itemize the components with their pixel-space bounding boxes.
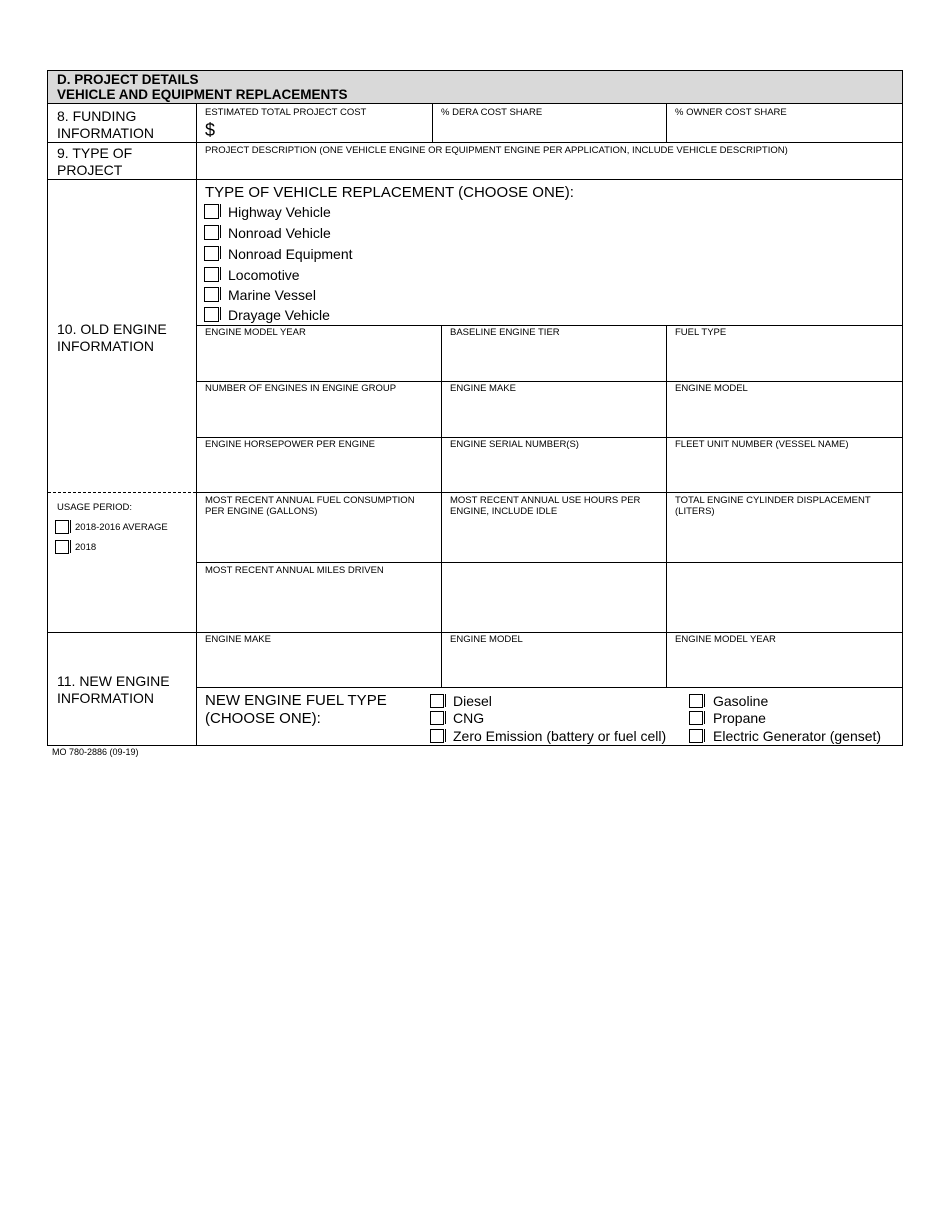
old-engine-model-label: ENGINE MODEL: [675, 383, 748, 394]
checkbox[interactable]: [430, 694, 444, 708]
old-engine-model-field[interactable]: [667, 382, 902, 437]
old-engine-label: 10. OLD ENGINE INFORMATION: [57, 321, 167, 354]
checkbox[interactable]: [689, 729, 703, 743]
option-label: 2018: [75, 542, 97, 553]
engine-model-year-field[interactable]: [197, 326, 441, 381]
checkbox[interactable]: [204, 267, 219, 282]
checkbox[interactable]: [55, 540, 69, 554]
option-label: 2018-2016 AVERAGE: [75, 522, 168, 533]
project-type-label: 9. TYPE OF PROJECT: [57, 145, 133, 178]
checkbox[interactable]: [430, 729, 444, 743]
checkbox[interactable]: [204, 307, 219, 322]
vehicle-replacement-option[interactable]: [204, 306, 404, 325]
baseline-engine-tier-label: BASELINE ENGINE TIER: [450, 327, 560, 338]
engine-serial-number-field[interactable]: [442, 438, 666, 492]
annual-miles-driven-field[interactable]: [197, 563, 441, 632]
new-engine-label: 11. NEW ENGINE INFORMATION: [57, 673, 170, 706]
estimated-total-cost-field[interactable]: [197, 104, 432, 142]
option-label: Gasoline: [713, 693, 769, 709]
new-engine-make-field[interactable]: [197, 633, 441, 687]
number-of-engines-label: NUMBER OF ENGINES IN ENGINE GROUP: [205, 383, 397, 394]
option-label: Nonroad Equipment: [228, 246, 353, 262]
owner-cost-share-label: % OWNER COST SHARE: [675, 107, 787, 118]
option-label: Electric Generator (genset): [713, 728, 882, 744]
new-engine-model-year-label: ENGINE MODEL YEAR: [675, 634, 776, 645]
cylinder-displacement-label: TOTAL ENGINE CYLINDER DISPLACEMENT (LITERS): [675, 495, 871, 517]
checkbox[interactable]: [430, 711, 444, 725]
option-label: Marine Vessel: [228, 287, 316, 303]
blank-field[interactable]: [442, 563, 666, 632]
option-label: Diesel: [453, 693, 492, 709]
usage-period-option[interactable]: [55, 540, 190, 556]
annual-use-hours-field[interactable]: [442, 493, 666, 562]
funding-label: 8. FUNDING INFORMATION: [57, 108, 154, 141]
fuel-option[interactable]: [689, 728, 899, 745]
fuel-option[interactable]: [689, 710, 899, 727]
dera-cost-share-label: % DERA COST SHARE: [441, 107, 543, 118]
estimated-total-cost-label: ESTIMATED TOTAL PROJECT COST: [205, 107, 367, 118]
checkbox[interactable]: [204, 246, 219, 261]
vehicle-replacement-option[interactable]: [204, 245, 404, 264]
baseline-engine-tier-field[interactable]: [442, 326, 666, 381]
fleet-unit-number-label: FLEET UNIT NUMBER (VESSEL NAME): [675, 439, 849, 450]
form-number: MO 780-2886 (09-19): [52, 747, 139, 757]
option-label: Drayage Vehicle: [228, 307, 330, 323]
checkbox[interactable]: [204, 225, 219, 240]
engine-horsepower-label: ENGINE HORSEPOWER PER ENGINE: [205, 439, 375, 450]
checkbox[interactable]: [689, 711, 703, 725]
annual-use-hours-label: MOST RECENT ANNUAL USE HOURS PER ENGINE, INCLUDE IDLE: [450, 495, 641, 517]
engine-model-year-label: ENGINE MODEL YEAR: [205, 327, 306, 338]
option-label: Nonroad Vehicle: [228, 225, 331, 241]
option-label: Zero Emission (battery or fuel cell): [453, 728, 667, 744]
annual-fuel-consumption-label: MOST RECENT ANNUAL FUEL CONSUMPTION PER ENGINE (GALLONS): [205, 495, 415, 517]
old-engine-make-field[interactable]: [442, 382, 666, 437]
dashed-rule: [48, 492, 196, 493]
vehicle-replacement-heading: TYPE OF VEHICLE REPLACEMENT (CHOOSE ONE):: [205, 184, 574, 201]
number-of-engines-field[interactable]: [197, 382, 441, 437]
new-engine-model-year-field[interactable]: [667, 633, 902, 687]
option-label: Locomotive: [228, 267, 300, 283]
section-subtitle: VEHICLE AND EQUIPMENT REPLACEMENTS: [57, 87, 348, 102]
option-label: Propane: [713, 710, 766, 726]
blank-field[interactable]: [667, 563, 902, 632]
vehicle-replacement-option[interactable]: [204, 203, 404, 222]
option-label: Highway Vehicle: [228, 204, 331, 220]
fleet-unit-number-field[interactable]: [667, 438, 902, 492]
fuel-option[interactable]: [689, 693, 899, 710]
checkbox[interactable]: [204, 287, 219, 302]
section-title: D. PROJECT DETAILS: [57, 72, 199, 87]
fuel-option[interactable]: [430, 693, 662, 710]
rule: [196, 687, 902, 688]
new-engine-make-label: ENGINE MAKE: [205, 634, 271, 645]
checkbox[interactable]: [689, 694, 703, 708]
annual-miles-driven-label: MOST RECENT ANNUAL MILES DRIVEN: [205, 565, 384, 576]
usage-period-label: USAGE PERIOD:: [57, 502, 132, 513]
engine-horsepower-field[interactable]: [197, 438, 441, 492]
dera-cost-share-field[interactable]: [433, 104, 666, 142]
fuel-option[interactable]: [430, 710, 662, 727]
new-engine-model-label: ENGINE MODEL: [450, 634, 523, 645]
old-engine-make-label: ENGINE MAKE: [450, 383, 516, 394]
section-header: [48, 71, 902, 104]
fuel-option[interactable]: [430, 728, 666, 745]
annual-fuel-consumption-field[interactable]: [197, 493, 441, 562]
vehicle-replacement-option[interactable]: [204, 266, 404, 285]
fuel-type-label: FUEL TYPE: [675, 327, 727, 338]
cylinder-displacement-field[interactable]: [667, 493, 902, 562]
checkbox[interactable]: [55, 520, 69, 534]
fuel-type-field[interactable]: [667, 326, 902, 381]
usage-period-option[interactable]: [55, 520, 190, 536]
new-engine-fuel-type-label: NEW ENGINE FUEL TYPE (CHOOSE ONE):: [205, 692, 387, 727]
currency-symbol: $: [205, 120, 216, 140]
new-engine-model-field[interactable]: [442, 633, 666, 687]
option-label: CNG: [453, 710, 485, 726]
vehicle-replacement-option[interactable]: [204, 286, 404, 305]
project-description-label: PROJECT DESCRIPTION (ONE VEHICLE ENGINE OR EQUIPMENT ENGINE PER APPLICATION, INCLUDE VEHICLE DESCRIPTION): [205, 145, 788, 156]
owner-cost-share-field[interactable]: [667, 104, 902, 142]
engine-serial-number-label: ENGINE SERIAL NUMBER(S): [450, 439, 579, 450]
rule: [48, 179, 902, 180]
vehicle-replacement-option[interactable]: [204, 224, 404, 243]
checkbox[interactable]: [204, 204, 219, 219]
project-description-field[interactable]: [197, 143, 902, 179]
